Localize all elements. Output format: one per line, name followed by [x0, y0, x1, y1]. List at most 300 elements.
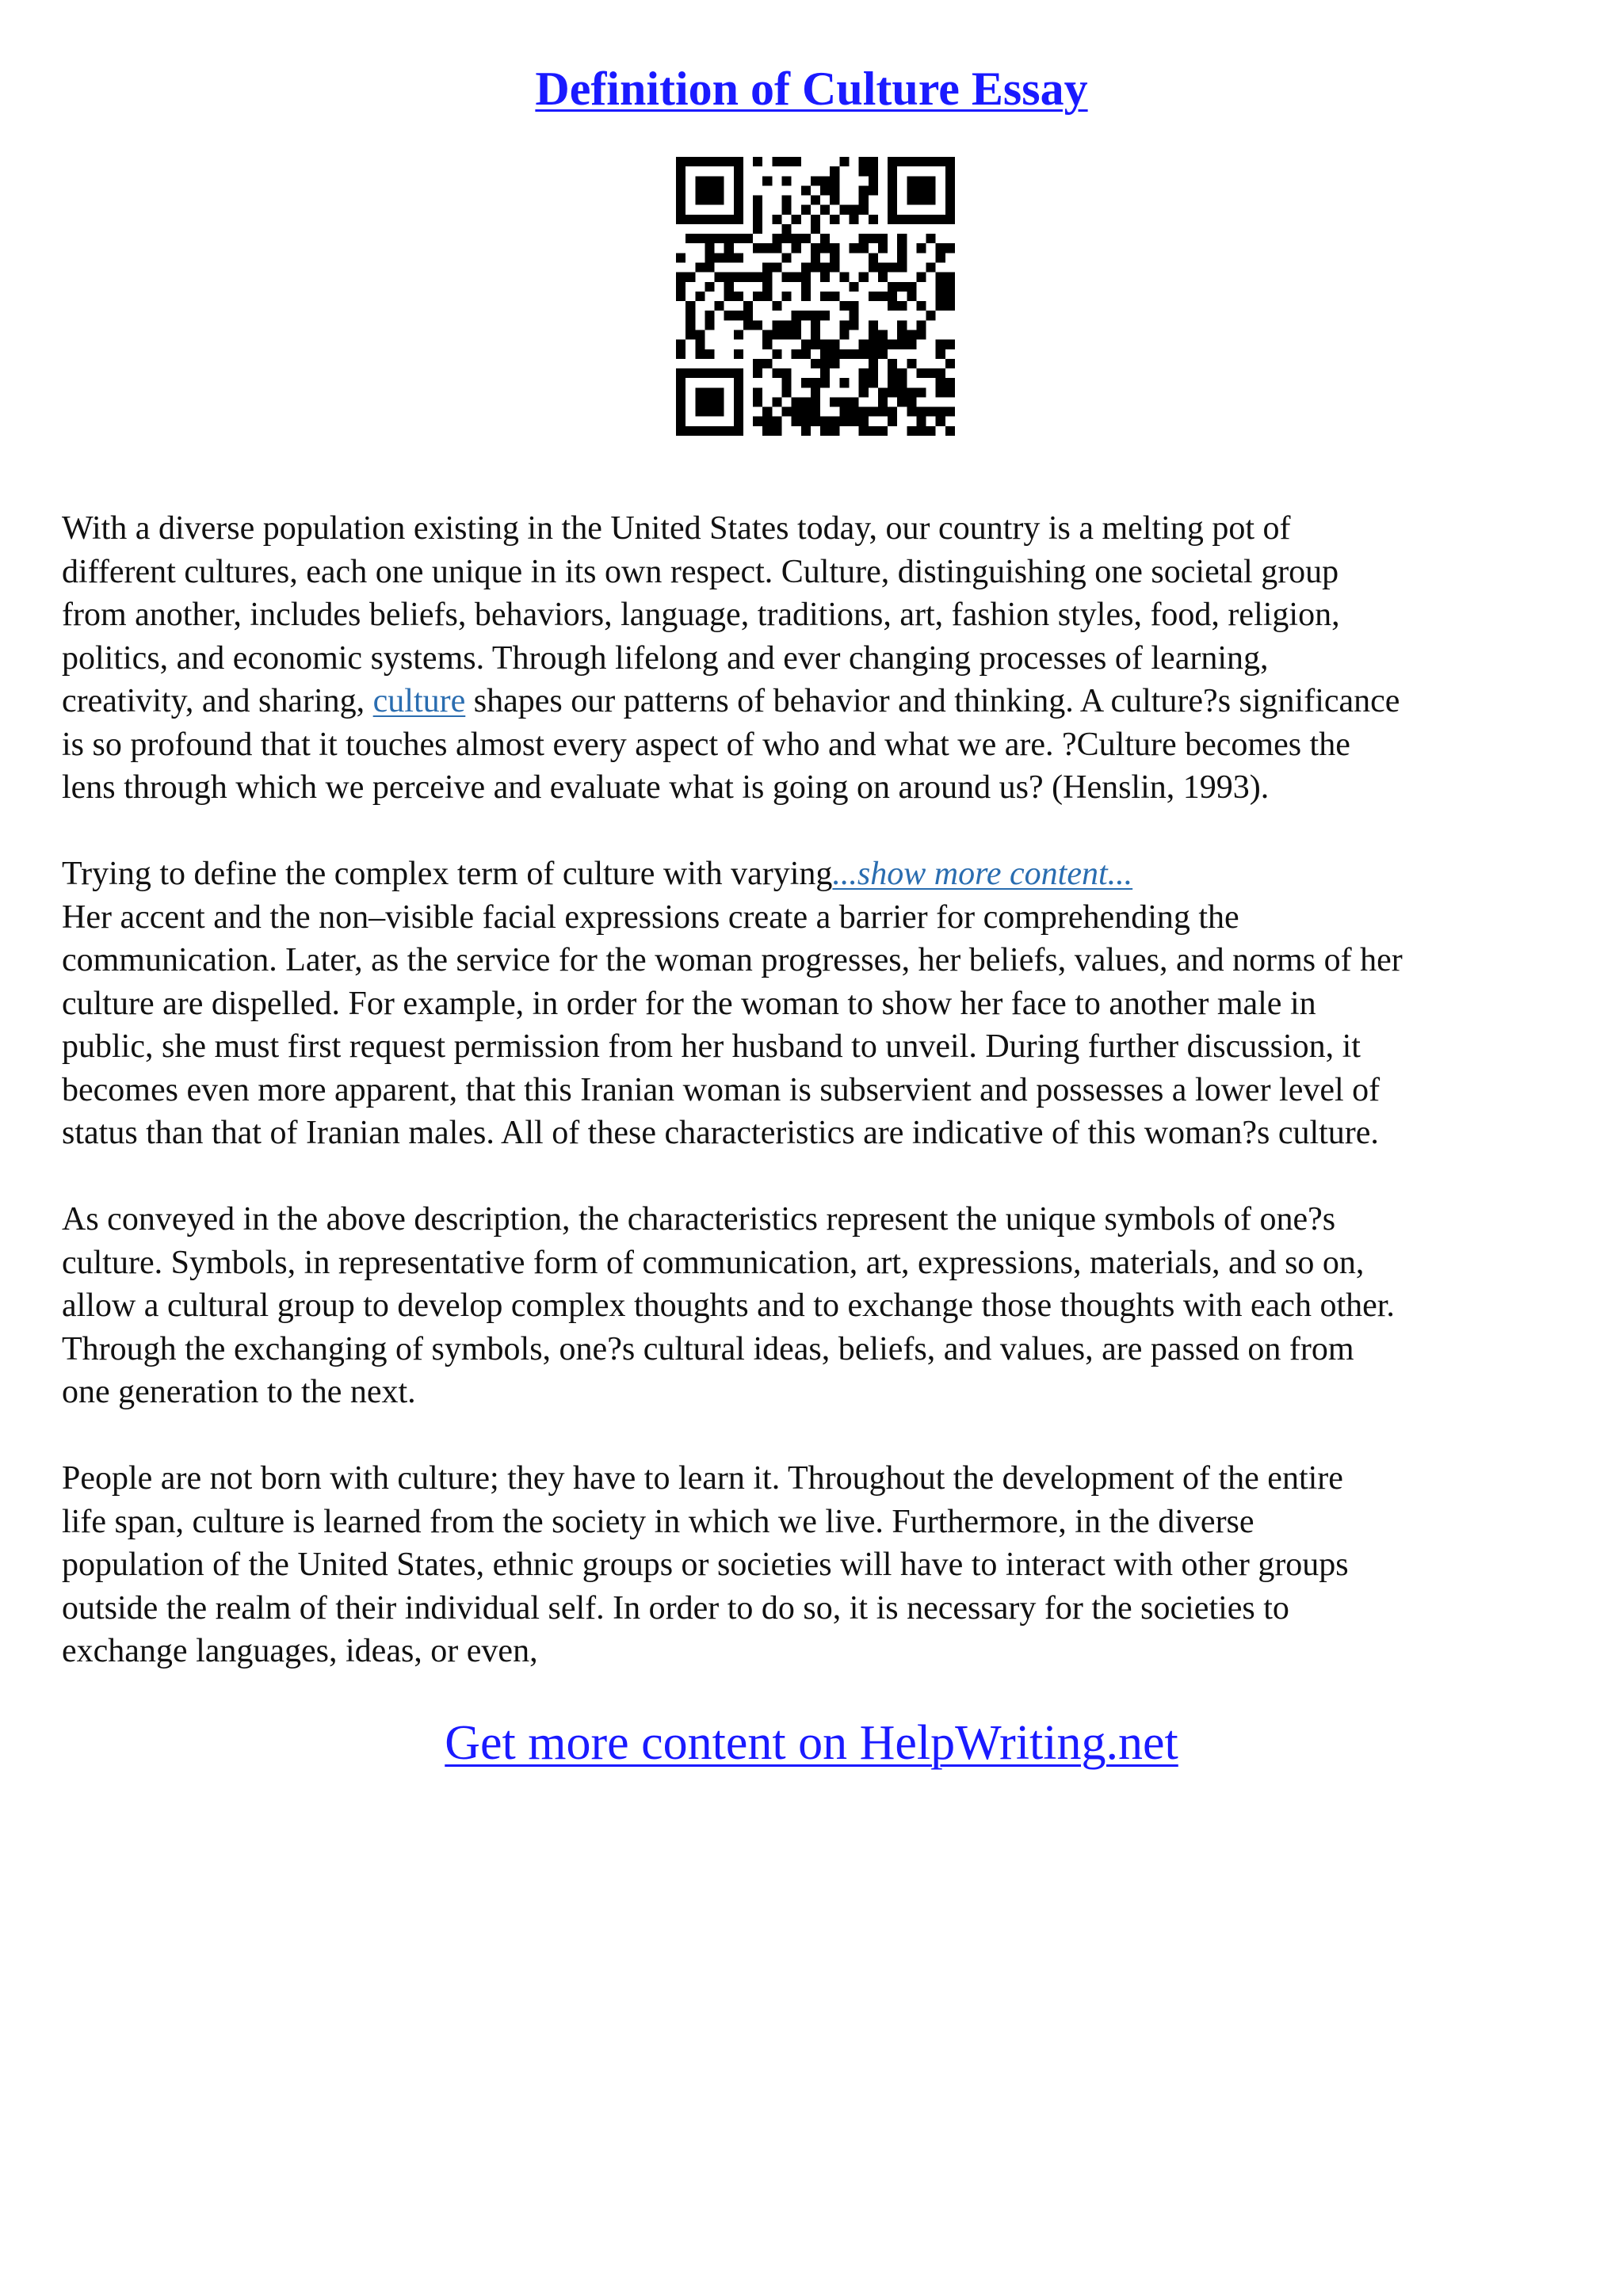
qr-module: [878, 263, 888, 273]
qr-module: [753, 368, 762, 378]
text-line: is so profound that it touches almost every aspect of who and what we are. ?Culture becomes the: [62, 726, 1350, 763]
qr-module: [830, 292, 839, 301]
qr-module: [859, 340, 869, 349]
qr-module: [888, 340, 897, 349]
qr-module: [801, 378, 811, 387]
essay-body: [62, 507, 1568, 1716]
qr-module: [869, 166, 878, 176]
qr-module: [830, 176, 839, 185]
qr-module: [878, 426, 888, 436]
qr-module: [792, 397, 801, 406]
qr-module: [820, 378, 830, 387]
qr-module: [830, 426, 839, 436]
qr-module: [830, 397, 839, 406]
qr-module: [878, 407, 888, 417]
qr-module: [743, 311, 753, 320]
qr-module: [878, 387, 888, 397]
qr-module: [762, 407, 772, 417]
qr-module: [907, 292, 916, 301]
qr-module: [916, 320, 926, 330]
qr-module: [705, 311, 714, 320]
qr-module: [734, 311, 743, 320]
qr-module: [715, 253, 724, 262]
qr-module: [878, 349, 888, 359]
qr-module: [859, 378, 869, 387]
show-more-link[interactable]: ...show more content...: [832, 856, 1133, 892]
qr-module: [705, 243, 714, 253]
qr-module: [849, 243, 858, 253]
qr-module: [743, 301, 753, 311]
qr-module: [907, 282, 916, 292]
qr-module: [753, 320, 762, 330]
qr-module: [859, 368, 869, 378]
qr-module: [820, 311, 830, 320]
qr-module: [869, 253, 878, 262]
qr-module: [695, 263, 705, 273]
qr-module: [897, 387, 907, 397]
qr-module: [705, 320, 714, 330]
text-line: Her accent and the non–visible facial expressions create a barrier for comprehending the: [62, 898, 1239, 936]
qr-module: [811, 263, 820, 273]
qr-module: [849, 205, 858, 215]
qr-module: [869, 407, 878, 417]
qr-module: [869, 234, 878, 243]
qr-module: [820, 349, 830, 359]
qr-module: [936, 282, 945, 292]
text-line: from another, includes beliefs, behaviors, language, traditions, art, fashion styles, food, religion,: [62, 597, 1340, 633]
qr-module: [830, 253, 839, 262]
qr-module: [782, 157, 792, 166]
qr-module: [762, 263, 772, 273]
qr-module: [676, 282, 685, 292]
qr-module: [724, 253, 734, 262]
qr-module: [878, 292, 888, 301]
qr-module: [811, 407, 820, 417]
qr-module: [839, 320, 849, 330]
qr-module: [945, 273, 955, 282]
qr-module: [869, 426, 878, 436]
text-line: As conveyed in the above description, the characteristics represent the unique symbols of one?s: [62, 1201, 1336, 1238]
text-line: one generation to the next.: [62, 1374, 416, 1410]
qr-module: [801, 417, 811, 426]
qr-module: [869, 157, 878, 166]
paragraph-1: [62, 507, 1568, 810]
qr-module: [897, 263, 907, 273]
qr-module: [830, 340, 839, 349]
qr-module: [936, 301, 945, 311]
text-line: life span, culture is learned from the society in which we live. Furthermore, in the diverse: [62, 1503, 1254, 1540]
qr-module: [782, 292, 792, 301]
qr-module: [926, 234, 936, 243]
qr-module: [792, 157, 801, 166]
qr-module: [907, 330, 916, 339]
qr-module: [878, 340, 888, 349]
qr-module: [849, 407, 858, 417]
text-fragment: creativity, and sharing,: [62, 683, 373, 719]
text-fragment: Trying to define the complex term of culture with varying: [62, 856, 833, 892]
qr-module: [859, 349, 869, 359]
qr-module: [820, 368, 830, 378]
qr-module: [801, 292, 811, 301]
qr-module: [801, 205, 811, 215]
qr-module: [936, 387, 945, 397]
qr-module: [792, 330, 801, 339]
qr-module: [811, 387, 820, 397]
qr-module: [839, 417, 849, 426]
qr-module: [869, 378, 878, 387]
qr-module: [801, 273, 811, 282]
qr-module: [839, 273, 849, 282]
qr-module: [782, 273, 792, 282]
qr-module: [936, 253, 945, 262]
qr-module: [792, 320, 801, 330]
qr-module: [839, 349, 849, 359]
qr-module: [869, 185, 878, 195]
qr-module: [676, 253, 685, 262]
text-line: With a diverse population existing in the United States today, our country is a melting pot of: [62, 510, 1291, 547]
qr-module: [926, 426, 936, 436]
text-line: status than that of Iranian males. All of these characteristics are indicative of this woman?s culture.: [62, 1115, 1379, 1151]
qr-module: [782, 205, 792, 215]
qr-module: [753, 397, 762, 406]
qr-module: [936, 273, 945, 282]
text-line: culture are dispelled. For example, in order for the woman to show her face to another male in: [62, 985, 1316, 1022]
qr-module: [685, 320, 695, 330]
qr-module: [801, 311, 811, 320]
qr-module: [676, 273, 685, 282]
qr-module: [897, 330, 907, 339]
qr-module: [811, 176, 820, 185]
text-line-with-show-more: [62, 852, 1568, 896]
qr-module: [888, 263, 897, 273]
qr-module: [888, 407, 897, 417]
qr-module: [811, 359, 820, 368]
qr-module: [792, 273, 801, 282]
get-more-content-link[interactable]: Get more content on HelpWriting.net: [445, 1716, 1178, 1770]
qr-module: [792, 407, 801, 417]
qr-module: [801, 397, 811, 406]
qr-module: [869, 359, 878, 368]
qr-module: [869, 349, 878, 359]
qr-module: [685, 273, 695, 282]
qr-module: [878, 234, 888, 243]
qr-module: [820, 359, 830, 368]
qr-module: [897, 320, 907, 330]
qr-module: [907, 407, 916, 417]
qr-module: [782, 234, 792, 243]
qr-module: [743, 234, 753, 243]
qr-module: [792, 349, 801, 359]
qr-module: [753, 292, 762, 301]
qr-module: [782, 176, 792, 185]
qr-module: [878, 243, 888, 253]
qr-module: [705, 263, 714, 273]
qr-module: [907, 340, 916, 349]
qr-module: [945, 340, 955, 349]
qr-module: [724, 311, 734, 320]
qr-module: [869, 292, 878, 301]
qr-module: [772, 349, 781, 359]
qr-module: [869, 330, 878, 339]
qr-module: [878, 330, 888, 339]
qr-module: [753, 215, 762, 224]
qr-module: [945, 407, 955, 417]
qr-module: [859, 205, 869, 215]
text-line: population of the United States, ethnic groups or societies will have to interact with other groups: [62, 1547, 1349, 1583]
qr-module: [945, 426, 955, 436]
qr-module: [762, 273, 772, 282]
qr-module: [859, 185, 869, 195]
qr-module: [734, 253, 743, 262]
qr-module: [811, 243, 820, 253]
qr-module: [820, 205, 830, 215]
qr-module: [811, 311, 820, 320]
qr-module: [907, 359, 916, 368]
qr-module: [945, 378, 955, 387]
qr-module: [830, 243, 839, 253]
qr-module: [869, 368, 878, 378]
qr-module: [859, 387, 869, 397]
qr-module: [753, 387, 762, 397]
qr-module: [907, 426, 916, 436]
text-line: allow a cultural group to develop complex thoughts and to exchange those thoughts with each other.: [62, 1287, 1395, 1324]
qr-module: [869, 340, 878, 349]
qr-module: [801, 340, 811, 349]
qr-module: [945, 301, 955, 311]
qr-module: [859, 417, 869, 426]
qr-module: [685, 330, 695, 339]
qr-module: [695, 330, 705, 339]
qr-module: [762, 417, 772, 426]
qr-module: [926, 407, 936, 417]
qr-module: [830, 349, 839, 359]
text-line: Through the exchanging of symbols, one?s cultural ideas, beliefs, and values, are passed on from: [62, 1330, 1354, 1367]
qr-module: [801, 349, 811, 359]
qr-module: [811, 320, 820, 330]
qr-module: [820, 417, 830, 426]
qr-module: [715, 273, 724, 282]
qr-module: [724, 234, 734, 243]
qr-module: [936, 340, 945, 349]
qr-module: [888, 282, 897, 292]
qr-module: [762, 330, 772, 339]
qr-module: [820, 243, 830, 253]
text-line: becomes even more apparent, that this Iranian woman is subservient and possesses a lower level of: [62, 1071, 1381, 1108]
qr-module: [762, 176, 772, 185]
qr-module: [926, 263, 936, 273]
qr-module: [685, 234, 695, 243]
qr-module: [945, 359, 955, 368]
qr-module: [772, 368, 781, 378]
qr-module: [705, 234, 714, 243]
qr-module: [830, 166, 839, 176]
qr-module: [734, 292, 743, 301]
qr-module: [724, 273, 734, 282]
qr-module: [782, 330, 792, 339]
qr-module: [926, 311, 936, 320]
qr-module: [936, 368, 945, 378]
qr-module: [820, 426, 830, 436]
qr-module: [685, 311, 695, 320]
qr-module: [676, 349, 685, 359]
qr-module: [715, 301, 724, 311]
qr-module: [869, 176, 878, 185]
qr-module: [762, 282, 772, 292]
qr-module: [762, 359, 772, 368]
qr-module: [772, 234, 781, 243]
qr-module: [888, 387, 897, 397]
qr-module: [753, 243, 762, 253]
qr-module: [782, 407, 792, 417]
qr-module: [772, 330, 781, 339]
qr-module: [724, 282, 734, 292]
qr-module: [888, 292, 897, 301]
page-title: [0, 57, 1623, 120]
text-line: different cultures, each one unique in its own respect. Culture, distinguishing one societal group: [62, 553, 1339, 590]
qr-module: [792, 234, 801, 243]
qr-module: [839, 301, 849, 311]
qr-module: [743, 273, 753, 282]
qr-module: [849, 301, 858, 311]
text-fragment: shapes our patterns of behavior and thinking. A culture?s significance: [465, 683, 1400, 719]
culture-link[interactable]: culture: [372, 683, 466, 719]
qr-module: [734, 273, 743, 282]
qr-module: [916, 426, 926, 436]
qr-module: [839, 330, 849, 339]
qr-module: [897, 301, 907, 311]
text-line: public, she must first request permission from her husband to unveil. During further discussion, it: [62, 1028, 1361, 1065]
qr-module: [762, 243, 772, 253]
qr-module: [849, 311, 858, 320]
footer: [0, 1711, 1623, 1775]
qr-module: [743, 320, 753, 330]
qr-module: [782, 378, 792, 387]
qr-module: [811, 417, 820, 426]
qr-code-icon: [676, 157, 955, 436]
text-line: lens through which we perceive and evaluate what is going on around us? (Henslin, 1993).: [62, 769, 1270, 806]
qr-module: [772, 397, 781, 406]
qr-module: [801, 407, 811, 417]
paragraph-3: [62, 1198, 1568, 1414]
qr-module: [820, 176, 830, 185]
qr-module: [897, 378, 907, 387]
qr-module: [916, 330, 926, 339]
qr-module: [897, 368, 907, 378]
qr-module: [859, 157, 869, 166]
qr-module: [724, 292, 734, 301]
qr-module: [762, 426, 772, 436]
paragraph-4: [62, 1457, 1568, 1673]
qr-module: [907, 387, 916, 397]
qr-module: [916, 273, 926, 282]
qr-module: [897, 234, 907, 243]
qr-module: [945, 292, 955, 301]
qr-module: [916, 387, 926, 397]
qr-module: [839, 378, 849, 387]
qr-module: [897, 340, 907, 349]
text-line: politics, and economic systems. Through lifelong and ever changing processes of learning,: [62, 639, 1269, 677]
qr-module: [685, 301, 695, 311]
qr-module: [820, 234, 830, 243]
qr-module: [859, 273, 869, 282]
qr-module: [839, 407, 849, 417]
qr-module: [888, 368, 897, 378]
qr-module: [792, 311, 801, 320]
qr-module: [772, 157, 781, 166]
qr-module: [907, 397, 916, 406]
qr-module: [772, 417, 781, 426]
qr-module: [753, 417, 762, 426]
qr-module: [782, 196, 792, 205]
qr-module: [811, 224, 820, 234]
qr-module: [849, 397, 858, 406]
qr-module: [753, 273, 762, 282]
text-line: exchange languages, ideas, or even,: [62, 1633, 538, 1669]
qr-module: [772, 263, 781, 273]
qr-module: [888, 378, 897, 387]
qr-module: [916, 368, 926, 378]
qr-module: [888, 359, 897, 368]
qr-module: [936, 378, 945, 387]
qr-module: [859, 166, 869, 176]
qr-module: [849, 349, 858, 359]
qr-module: [801, 185, 811, 195]
qr-module: [897, 243, 907, 253]
qr-module: [878, 397, 888, 406]
qr-module: [936, 417, 945, 426]
qr-module: [724, 243, 734, 253]
qr-module: [705, 253, 714, 262]
qr-module: [695, 234, 705, 243]
qr-module: [820, 340, 830, 349]
qr-module: [801, 426, 811, 436]
qr-module: [839, 157, 849, 166]
qr-module: [782, 320, 792, 330]
qr-module: [830, 196, 839, 205]
qr-module: [916, 407, 926, 417]
qr-module: [811, 196, 820, 205]
qr-module: [753, 359, 762, 368]
qr-module: [839, 205, 849, 215]
qr-module: [945, 243, 955, 253]
qr-module: [695, 292, 705, 301]
qr-module: [782, 368, 792, 378]
qr-module: [859, 196, 869, 205]
qr-module: [762, 292, 772, 301]
qr-module: [753, 196, 762, 205]
qr-module: [676, 340, 685, 349]
qr-module: [830, 263, 839, 273]
qr-module: [859, 426, 869, 436]
qr-module: [705, 282, 714, 292]
qr-module: [753, 205, 762, 215]
qr-module: [926, 368, 936, 378]
qr-module: [916, 243, 926, 253]
qr-module: [734, 349, 743, 359]
paragraph-2: [62, 852, 1568, 1155]
qr-module: [772, 243, 781, 253]
qr-module: [878, 273, 888, 282]
qr-module: [705, 349, 714, 359]
qr-module: [676, 292, 685, 301]
text-line: communication. Later, as the service for the woman progresses, her beliefs, values, and norms of her: [62, 942, 1403, 978]
qr-module: [888, 417, 897, 426]
qr-module: [936, 292, 945, 301]
qr-module: [762, 340, 772, 349]
qr-module: [830, 185, 839, 195]
title-link[interactable]: Definition of Culture Essay: [535, 63, 1088, 115]
qr-module: [734, 330, 743, 339]
